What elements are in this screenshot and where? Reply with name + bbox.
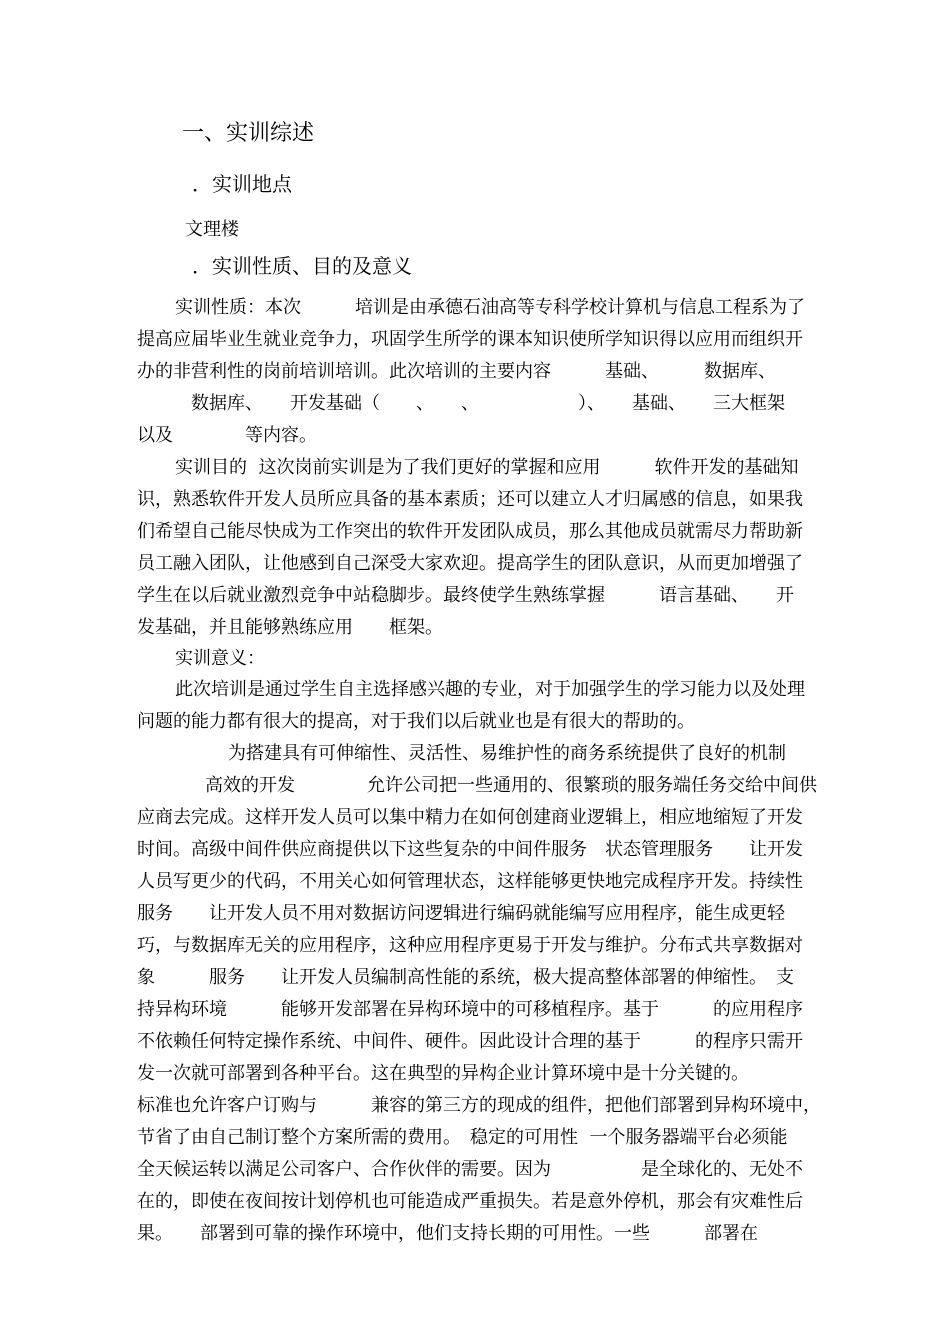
paragraph-line: 果。 部署到可靠的操作环境中，他们支持长期的可用性。一些 部署在 <box>137 1223 758 1244</box>
heading-level-1: 一、实训综述 <box>182 121 315 146</box>
paragraph-line: 节省了由自己制订整个方案所需的费用。 稳定的可用性 一个服务器端平台必须能 <box>137 1127 788 1148</box>
paragraph-line: 服务 让开发人员不用对数据访问逻辑进行编码就能编写应用程序，能生成更轻 <box>137 903 785 924</box>
paragraph-line: 时间。高级中间件供应商提供以下这些复杂的中间件服务 状态管理服务 让开发 <box>137 839 803 860</box>
paragraph-line: 巧，与数据库无关的应用程序，这种应用程序更易于开发与维护。分布式共享数据对 <box>137 935 803 956</box>
paragraph-line: 发基础，并且能够熟练应用 框架。 <box>137 617 443 638</box>
paragraph-line: 不依赖任何特定操作系统、中间件、硬件。因此设计合理的基于 的程序只需开 <box>137 1031 803 1052</box>
paragraph-line: 以及 等内容。 <box>137 425 317 446</box>
paragraph-line: 应商去完成。这样开发人员可以集中精力在如何创建商业逻辑上，相应地缩短了开发 <box>137 807 803 828</box>
section-title-nature: ．实训性质、目的及意义 <box>192 254 412 278</box>
paragraph-line: 为搭建具有可伸缩性、灵活性、易维护性的商务系统提供了良好的机制 <box>228 743 786 764</box>
paragraph-line: 们希望自己能尽快成为工作突出的软件开发团队成员，那么其他成员就需尽力帮助新 <box>137 521 803 542</box>
paragraph-line: 全天候运转以满足公司客户、合作伙伴的需要。因为 是全球化的、无处不 <box>137 1159 803 1180</box>
paragraph-line: 提高应届毕业生就业竞争力，巩固学生所学的课本知识使所学知识得以应用而组织开 <box>137 329 803 350</box>
section-title-location: ．实训地点 <box>192 172 292 196</box>
location-value: 文理楼 <box>185 219 239 240</box>
paragraph-line: 实训性质：本次 培训是由承德石油高等专科学校计算机与信息工程系为了 <box>175 297 805 318</box>
paragraph-line: 问题的能力都有很大的提高，对于我们以后就业也是有很大的帮助的。 <box>137 711 695 732</box>
paragraph-line: 学生在以后就业激烈竞争中站稳脚步。最终使学生熟练掌握 语言基础、 开 <box>137 585 794 606</box>
paragraph-line: 象 服务 让开发人员编制高性能的系统，极大提高整体部署的伸缩性。 支 <box>137 967 794 988</box>
paragraph-line: 数据库、 开发基础（ 、 、 ）、 基础、 三大框架 <box>137 393 785 414</box>
paragraph-line: 员工融入团队，让他感到自己深受大家欢迎。提高学生的团队意识，从而更加增强了 <box>137 553 803 574</box>
paragraph-line: 实训目的 这次岗前实训是为了我们更好的掌握和应用 软件开发的基础知 <box>175 457 799 478</box>
paragraph-line: 此次培训是通过学生自主选择感兴趣的专业，对于加强学生的学习能力以及处理 <box>175 679 805 700</box>
paragraph-line: 高效的开发 允许公司把一些通用的、很繁琐的服务端任务交给中间供 <box>205 775 817 796</box>
paragraph-line: 发一次就可部署到各种平台。这在典型的异构企业计算环境中是十分关键的。 <box>137 1063 749 1084</box>
significance-label: 实训意义： <box>175 648 265 669</box>
paragraph-line: 人员写更少的代码，不用关心如何管理状态，这样能够更快地完成程序开发。持续性 <box>137 871 803 892</box>
paragraph-line: 标准也允许客户订购与 兼容的第三方的现成的组件，把他们部署到异构环境中， <box>137 1095 821 1116</box>
paragraph-line: 持异构环境 能够开发部署在异构环境中的可移植程序。基于 的应用程序 <box>137 999 803 1020</box>
paragraph-line: 识，熟悉软件开发人员所应具备的基本素质；还可以建立人才归属感的信息，如果我 <box>137 489 803 510</box>
paragraph-line: 在的，即使在夜间按计划停机也可能造成严重损失。若是意外停机，那会有灾难性后 <box>137 1191 803 1212</box>
paragraph-line: 办的非营利性的岗前培训培训。此次培训的主要内容 基础、 数据库、 <box>137 361 776 382</box>
